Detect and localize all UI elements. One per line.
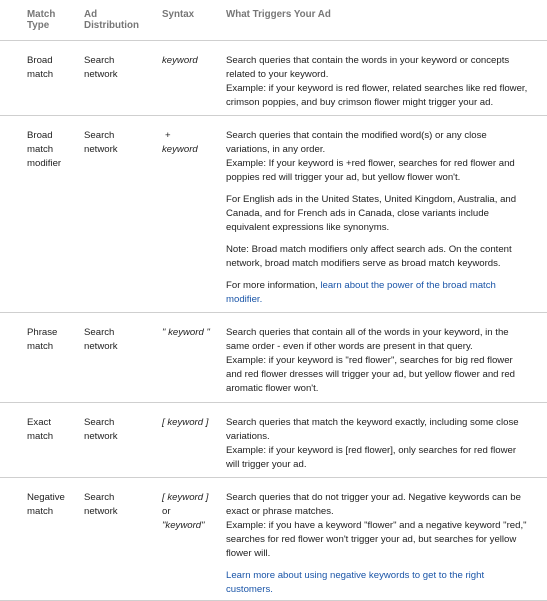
table-row-phrase-match <box>0 313 547 403</box>
table-row-broad-match <box>0 41 547 116</box>
trigger-example: Example: if you have a keyword "flower" and a negative keyword "red," searches for red flower won't trigger your ad, but searches for yellow flower will. <box>226 520 527 559</box>
header-match-type: Match Type <box>27 9 56 31</box>
header-ad-distribution: Ad Distribution <box>84 9 139 31</box>
match-type-cell: Phrase match <box>27 327 58 352</box>
syntax-keyword: [ keyword ] <box>162 492 209 503</box>
syntax-cell <box>162 129 220 157</box>
negative-keywords-link[interactable]: Learn more about using negative keywords to get to the right customers. <box>226 570 485 595</box>
syntax-prefix: + <box>165 130 171 141</box>
table-row-negative-match <box>0 478 547 601</box>
distribution-cell: Search network <box>84 492 118 517</box>
trigger-cell <box>226 491 530 597</box>
trigger-cell <box>226 54 530 110</box>
distribution-cell: Search network <box>84 417 118 442</box>
distribution-cell: Search network <box>84 55 118 80</box>
syntax-cell <box>162 54 220 68</box>
header-syntax: Syntax <box>162 9 195 20</box>
table-row-broad-match-modifier <box>0 116 547 313</box>
close-variants-note: For English ads in the United States, United Kingdom, Australia, and Canada, and for French ads in Canada, close variants include equivalent expressions like synonyms. <box>226 194 517 233</box>
trigger-cell <box>226 416 530 472</box>
more-info <box>226 279 530 307</box>
broad-match-modifier-link[interactable]: learn about the power of the broad match modifier. <box>226 280 496 305</box>
trigger-description: Search queries that contain the words in your keyword or concepts related to your keyword. <box>226 55 510 80</box>
trigger-example: Example: If your keyword is +red flower, searches for red flower and poppies red will trigger your ad, but yellow flower won't. <box>226 158 515 183</box>
header-triggers: What Triggers Your Ad <box>226 9 331 20</box>
trigger-example: Example: if your keyword is "red flower", searches for big red flower and red flower dresses will trigger your ad, but yellow flower and red aromatic flower won't. <box>226 355 516 394</box>
distribution-cell: Search network <box>84 327 118 352</box>
match-type-cell: Negative match <box>27 492 65 517</box>
match-type-cell: Exact match <box>27 417 54 442</box>
syntax-or: or <box>162 506 171 517</box>
syntax-cell <box>162 326 210 340</box>
trigger-cell <box>226 326 530 396</box>
trigger-cell <box>226 129 530 307</box>
syntax-keyword: [ keyword ] <box>162 417 209 428</box>
trigger-description: Search queries that contain all of the words in your keyword, in the same order - even if other words are present in that query. <box>226 327 509 352</box>
content-network-note: Note: Broad match modifiers only affect search ads. On the content network, broad match modifiers serve as broad match keywords. <box>226 244 512 269</box>
syntax-cell <box>162 416 214 430</box>
syntax-cell <box>162 491 216 533</box>
distribution-cell: Search network <box>84 130 118 155</box>
trigger-example: Example: if your keyword is [red flower], only searches for red flower will trigger your ad. <box>226 445 517 470</box>
syntax-keyword: " keyword " <box>162 327 210 338</box>
trigger-description: Search queries that contain the modified word(s) or any close variations, in any order. <box>226 130 487 155</box>
syntax-keyword: keyword <box>162 144 198 155</box>
more-info-prefix: For more information, <box>226 280 321 291</box>
trigger-example: Example: if your keyword is red flower, related searches like red flower, crimson poppies, and buy crimson flower might trigger your ad. <box>226 83 528 108</box>
table-header <box>0 0 547 41</box>
table-row-exact-match <box>0 403 547 478</box>
match-type-cell: Broad match modifier <box>27 130 62 169</box>
syntax-keyword: keyword <box>162 55 198 66</box>
trigger-description: Search queries that do not trigger your ad. Negative keywords can be exact or phrase matches. <box>226 492 521 517</box>
trigger-description: Search queries that match the keyword exactly, including some close variations. <box>226 417 519 442</box>
syntax-alt: "keyword" <box>162 520 205 531</box>
match-type-cell: Broad match <box>27 55 54 80</box>
